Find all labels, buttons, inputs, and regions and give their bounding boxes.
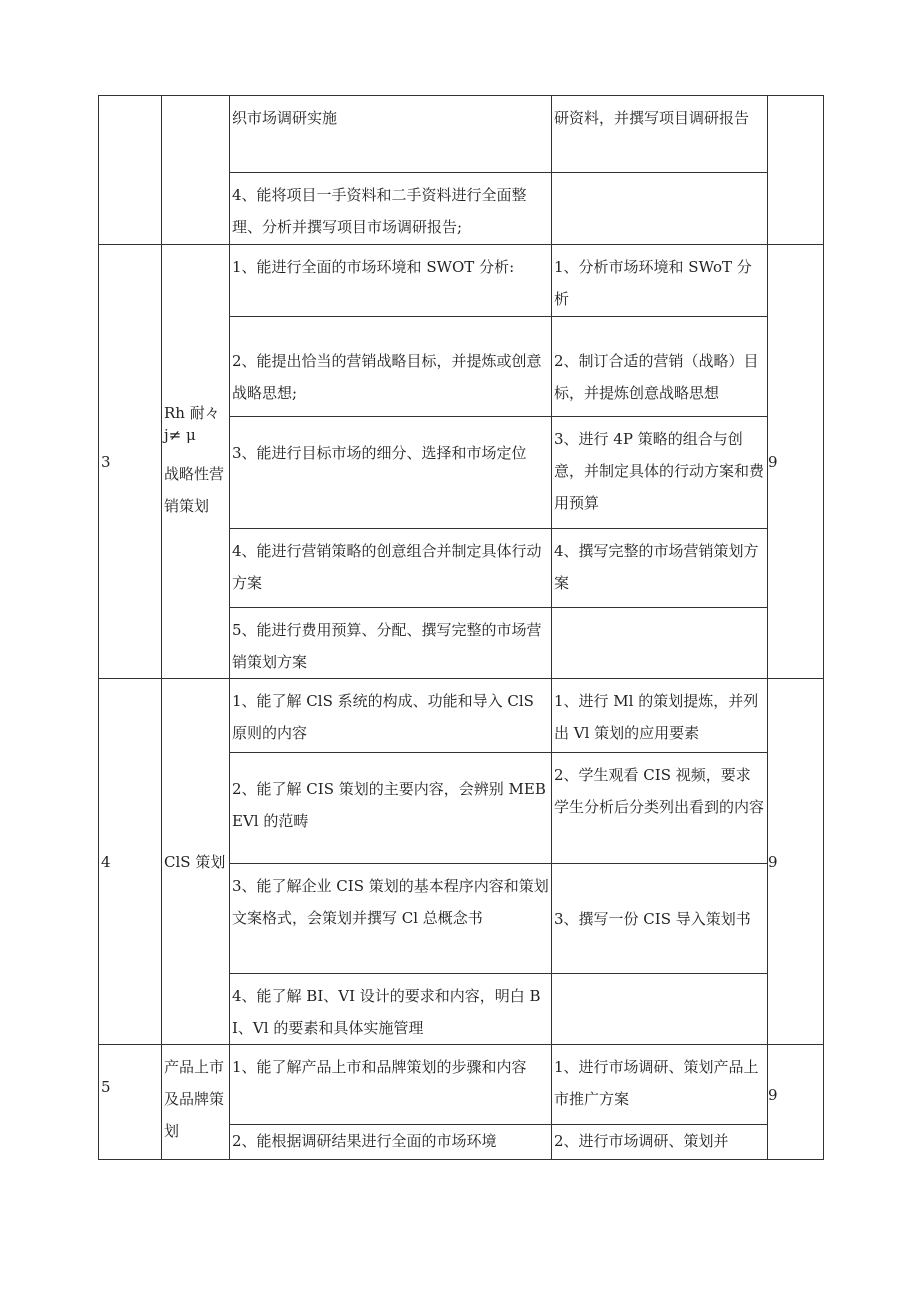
task-cell: 4、撰写完整的市场营销策划方案	[552, 529, 768, 608]
hours-cell: 9	[768, 679, 824, 1045]
task-cell: 1、分析市场环境和 SWoT 分析	[552, 245, 768, 317]
project-name-cell	[162, 245, 230, 679]
task-cell: 3、进行 4P 策略的组合与创意，并制定具体的行动方案和费用预算	[552, 417, 768, 529]
table-row	[99, 245, 824, 317]
task-cell: 3、撰写一份 CIS 导入策划书	[552, 864, 768, 974]
ability-cell: 4、能将项目一手资料和二手资料进行全面整理、分析并撰写项目市场调研报告;	[230, 173, 552, 245]
row-number: 3	[99, 245, 162, 679]
task-cell: 2、进行市场调研、策划并	[552, 1125, 768, 1160]
row-number	[99, 96, 162, 245]
ability-cell: 1、能了解 ClS 系统的构成、功能和导入 ClS 原则的内容	[230, 679, 552, 753]
hours-cell: 9	[768, 1045, 824, 1160]
task-cell: 2、制订合适的营销（战略）目标，并提炼创意战略思想	[552, 317, 768, 417]
ability-cell: 5、能进行费用预算、分配、撰写完整的市场营销策划方案	[230, 608, 552, 679]
ability-cell: 2、能根据调研结果进行全面的市场环境	[230, 1125, 552, 1160]
project-name: 战略性营销策划	[164, 464, 225, 515]
table-row	[99, 679, 824, 753]
hours-cell	[768, 96, 824, 245]
hours-cell: 9	[768, 245, 824, 679]
ability-cell: 织市场调研实施	[230, 96, 552, 173]
task-cell	[552, 608, 768, 679]
row-number: 4	[99, 679, 162, 1045]
ability-cell: 3、能进行目标市场的细分、选择和市场定位	[230, 417, 552, 529]
course-table	[98, 95, 824, 1160]
row-number: 5	[99, 1045, 162, 1160]
task-cell: 研资料，并撰写项目调研报告	[552, 96, 768, 173]
task-cell	[552, 173, 768, 245]
ability-cell: 3、能了解企业 CIS 策划的基本程序内容和策划文案格式，会策划并撰写 Cl 总概念书	[230, 864, 552, 974]
ability-cell: 2、能提出恰当的营销战略目标，并提炼或创意战略思想;	[230, 317, 552, 417]
project-name: 产品上市及品牌策划	[162, 1045, 230, 1160]
ability-cell: 4、能了解 BI、VI 设计的要求和内容，明白 BI、Vl 的要素和具体实施管理	[230, 974, 552, 1045]
ability-cell: 4、能进行营销策略的创意组合并制定具体行动方案	[230, 529, 552, 608]
ability-cell: 2、能了解 CIS 策划的主要内容，会辨别 MEBEVl 的范畴	[230, 753, 552, 864]
ability-cell: 1、能进行全面的市场环境和 SWOT 分析:	[230, 245, 552, 317]
ability-cell: 1、能了解产品上市和品牌策划的步骤和内容	[230, 1045, 552, 1125]
project-name: ClS 策划	[162, 679, 230, 1045]
project-name	[162, 96, 230, 245]
task-cell: 2、学生观看 CIS 视频，要求学生分析后分类列出看到的内容	[552, 753, 768, 864]
table-row	[99, 1045, 824, 1125]
project-garbled-text: Rh 耐々 j≠ μ	[164, 403, 220, 444]
task-cell: 1、进行 Ml 的策划提炼，并列出 Vl 策划的应用要素	[552, 679, 768, 753]
task-cell: 1、进行市场调研、策划产品上市推广方案	[552, 1045, 768, 1125]
table-row	[99, 96, 824, 173]
task-cell	[552, 974, 768, 1045]
